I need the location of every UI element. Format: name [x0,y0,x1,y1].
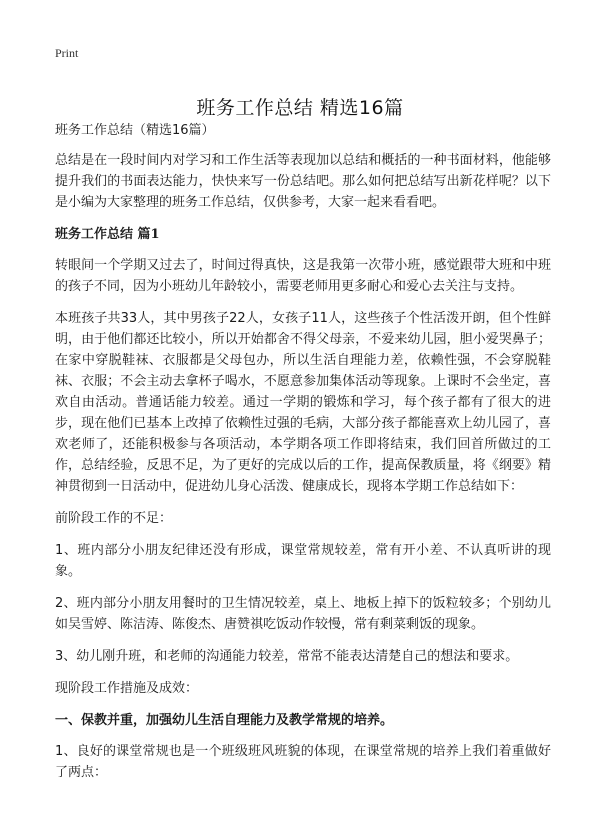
document-subtitle: 班务工作总结（精选16篇） [55,123,215,138]
intro-paragraph: 总结是在一段时间内对学习和工作生活等表现加以总结和概括的一种书面材料，他能够提升我们的书面表达能力，快快来写一份总结吧。那么如何把总结写出新花样呢？以下是小编为大家整理的班务工作总结，仅供参考，大家一起来看看吧。 [55,153,551,210]
print-label: Print [55,46,79,60]
body-paragraph: 本班孩子共33人，其中男孩子22人，女孩子11人，这些孩子个性活泼开朗，但个性鲜明，由于他们都还比较小，所以开始都舍不得父母亲，不爱来幼儿园，胆小爱哭鼻子；在家中穿脱鞋袜、衣服都是父母包办，所以生活自理能力差，依赖性强，不会穿脱鞋袜、衣服；不会主动去拿杯子喝水，不愿意参加集体活动等现象。上课时不会坐定，喜欢自由活动。普通话能力较差。通过一学期的锻炼和学习，每个孩子都有了很大的进步，现在他们已基本上改掉了依赖性过强的毛病，大部分孩子都能喜欢上幼儿园了，喜欢老师了，还能积极参与各项活动，本学期各项工作即将结束，我们回首所做过的工作，总结经验，反思不足，为了更好的完成以后的工作，提高保教质量，将《纲要》精神贯彻到一日活动中，促进幼儿身心活泼、健康成长，现将本学期工作总结如下： [55,311,551,494]
page-title: 班务工作总结 精选16篇 [196,96,404,119]
list-item: 1、班内部分小朋友纪律还没有形成，课堂常规较差，常有开小差、不认真听讲的现象。 [55,543,551,579]
body-paragraph: 现阶段工作措施及成效： [55,681,199,696]
body-paragraph: 1、良好的课堂常规也是一个班级班风班貌的体现，在课堂常规的培养上我们着重做好了两点： [55,744,551,780]
document-body [55,120,551,794]
body-paragraph: 前阶段工作的不足： [55,511,173,526]
section-heading: 一、保教并重，加强幼儿生活自理能力及教学常规的培养。 [55,713,394,728]
list-item: 2、班内部分小朋友用餐时的卫生情况较差，桌上、地板上掉下的饭粒较多；个别幼儿如吴雪婷、陈洁涛、陈俊杰、唐赞祺吃饭动作较慢，常有剩菜剩饭的现象。 [55,596,551,632]
body-paragraph: 转眼间一个学期又过去了，时间过得真快，这是我第一次带小班，感觉跟带大班和中班的孩子不同，因为小班幼儿年龄较小，需要老师用更多耐心和爱心去关注与支持。 [55,258,551,294]
list-item: 3、幼儿刚升班，和老师的沟通能力较差，常常不能表达清楚自己的想法和要求。 [55,649,519,664]
section-heading: 班务工作总结 篇1 [55,227,160,242]
